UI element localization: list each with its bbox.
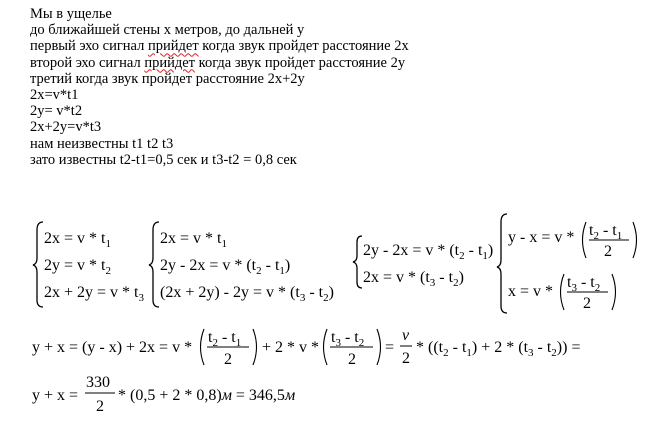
equation: $2y = v * t_2$ xyxy=(44,257,111,277)
equation-lhs: y + x = xyxy=(32,387,79,404)
denominator: 2 xyxy=(224,351,232,368)
text-part: когда звук пройдет расстояние 2х xyxy=(198,38,409,55)
numerator: $t_3 - t_2$ xyxy=(331,329,365,349)
system-brace xyxy=(149,222,159,307)
equation-rhs: * $((t_2 - t_1) + 2 * (t_3 - t_2))$ = xyxy=(416,339,581,359)
result-equation xyxy=(32,374,295,415)
equation-system-3 xyxy=(353,236,493,289)
equals: = xyxy=(385,339,395,356)
text-line: нам неизвестны t1 t2 t3 xyxy=(30,135,174,152)
equation-rhs: * (0,5 + 2 * 0,8)м = 346,5м xyxy=(118,387,296,404)
equation: $2x = v * (t_3 - t_2)$ xyxy=(363,269,464,289)
fraction xyxy=(583,222,637,260)
sum-equation xyxy=(32,327,580,368)
text-line: третий когда звук пройдет расстояние 2х+2у xyxy=(30,70,305,87)
paren-left xyxy=(583,222,587,258)
numerator: 330 xyxy=(86,374,110,391)
spellcheck-word: прийдет xyxy=(147,38,199,55)
paren-right xyxy=(253,329,257,365)
fraction xyxy=(561,274,616,312)
equation: x = v * xyxy=(508,283,554,300)
equation-system-1 xyxy=(33,222,145,307)
numerator: v xyxy=(402,327,410,344)
text-line: 2у= v*t2 xyxy=(30,103,83,120)
text-line: зато известны t2-t1=0,5 сек и t3-t2 = 0,8 сек xyxy=(30,151,297,168)
equation: $2x + 2y = v * t_3$ xyxy=(44,284,144,304)
paren-right xyxy=(377,329,381,365)
denominator: 2 xyxy=(604,243,612,260)
text-part: когда звук пройдет расстояние 2у xyxy=(195,54,406,71)
text-line: Мы в ущелье xyxy=(30,6,112,22)
equation: $2x = v * t_1$ xyxy=(160,230,227,250)
denominator: 2 xyxy=(348,351,356,368)
numerator: $t_3 - t_2$ xyxy=(567,274,601,294)
numerator: $t_2 - t_1$ xyxy=(589,222,623,242)
equation-lhs: y + x = (y - x) + 2x = v * xyxy=(32,339,193,356)
equation: $2y - 2x = v * (t_2 - t_1)$ xyxy=(160,257,291,277)
system-brace xyxy=(497,214,507,313)
equation: y - x = v * xyxy=(508,229,575,246)
text-part: первый эхо сигнал xyxy=(30,38,148,55)
text-line: 2х=v*t1 xyxy=(30,87,79,104)
text-part: второй эхо сигнал xyxy=(30,54,145,71)
text-line: до ближайшей стены х метров, до дальней у xyxy=(30,22,305,39)
system-brace xyxy=(33,222,43,307)
equation-system-2 xyxy=(149,222,334,307)
paren-right xyxy=(633,222,637,258)
paren-left xyxy=(561,274,565,310)
equation-system-4 xyxy=(497,214,637,313)
system-brace xyxy=(353,236,362,288)
equation: $2y - 2x = v * (t_2 - t_1)$ xyxy=(363,242,494,262)
denominator: 2 xyxy=(96,398,104,415)
numerator: $t_2 - t_1$ xyxy=(208,329,242,349)
denominator: 2 xyxy=(402,350,410,367)
equation-term: + 2 * v * xyxy=(262,339,320,356)
paren-left xyxy=(201,329,205,365)
text-line: 2х+2у=v*t3 xyxy=(30,119,102,136)
paren-left xyxy=(324,329,328,365)
equation: $2x = v * t_1$ xyxy=(44,230,111,250)
denominator: 2 xyxy=(583,295,591,312)
equation: $(2x + 2y) - 2y = v * (t_3 - t_2)$ xyxy=(160,284,334,304)
spellcheck-word: прийдет xyxy=(144,54,196,71)
paren-right xyxy=(612,274,616,310)
